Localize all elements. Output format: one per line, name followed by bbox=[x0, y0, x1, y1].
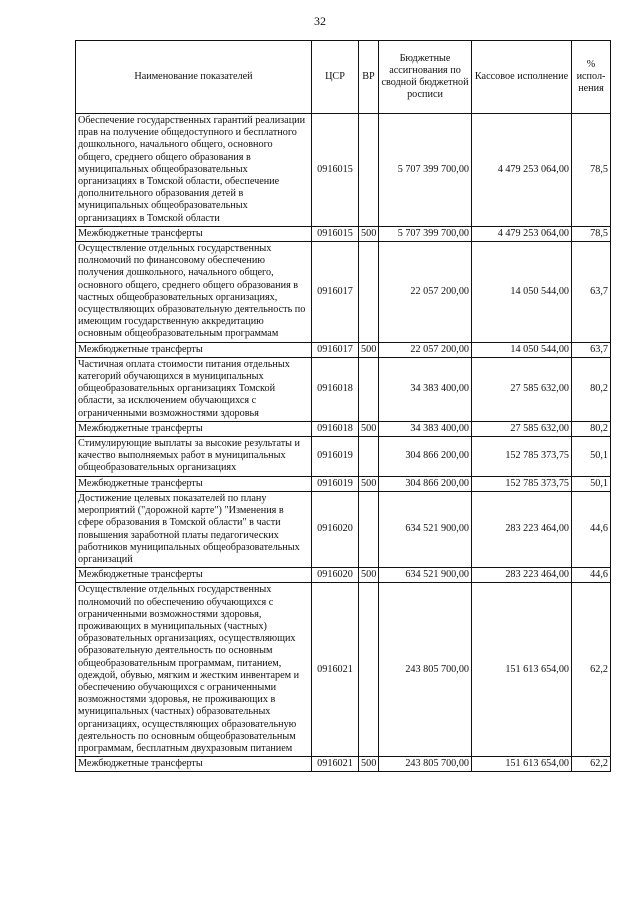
table-row bbox=[76, 226, 611, 241]
table-row bbox=[76, 437, 611, 477]
row-assignments: 22 057 200,00 bbox=[379, 242, 472, 343]
row-cash-execution: 152 785 373,75 bbox=[472, 476, 572, 491]
row-cash-execution: 283 223 464,00 bbox=[472, 491, 572, 567]
row-cash-execution: 27 585 632,00 bbox=[472, 357, 572, 421]
row-cash-execution: 151 613 654,00 bbox=[472, 757, 572, 772]
row-vr: 500 bbox=[359, 226, 379, 241]
row-cash-execution: 27 585 632,00 bbox=[472, 421, 572, 436]
row-vr: 500 bbox=[359, 757, 379, 772]
row-name: Межбюджетные трансферты bbox=[76, 226, 312, 241]
row-assignments: 22 057 200,00 bbox=[379, 342, 472, 357]
row-name: Осуществление отдельных государственных полномочий по финансовому обеспечению получения дошкольного, начального общего, основного общего, среднего общего образования в частных общеобразовательных организациях, осуществляющих образовательную деятельность по имеющим государственную аккредитацию основным общеобразовательным программам bbox=[76, 242, 312, 343]
row-name: Достижение целевых показателей по плану мероприятий ("дорожной карте") "Изменения в сфере образования в Томской области" в части повышения заработной платы педагогических работников муниципальных общеобразовательных организаций bbox=[76, 491, 312, 567]
row-vr bbox=[359, 437, 379, 477]
row-name: Межбюджетные трансферты bbox=[76, 342, 312, 357]
row-csr: 0916017 bbox=[312, 342, 359, 357]
row-csr: 0916021 bbox=[312, 757, 359, 772]
page-number: 32 bbox=[314, 14, 326, 28]
row-percent: 44,6 bbox=[572, 491, 611, 567]
table-row bbox=[76, 583, 611, 757]
row-name: Осуществление отдельных государственных полномочий по обеспечению обучающихся с ограниченными возможностями здоровья, проживающих в муниципальных (частных) образовательных организациях, осуществляющих образовательную деятельность по основным общеобразовательным программам, питанием, одеждой, обувью, мягким и жестким инвентарем и обеспечению обучающихся с ограниченными возможностями здоровья, не проживающих в муниципальных (частных) образовательных организациях, осуществляющих образовательную деятельность по основным общеобразовательным программам, бесплатным двухразовым питанием bbox=[76, 583, 312, 757]
row-percent: 78,5 bbox=[572, 114, 611, 227]
row-cash-execution: 4 479 253 064,00 bbox=[472, 114, 572, 227]
row-vr bbox=[359, 583, 379, 757]
row-vr: 500 bbox=[359, 421, 379, 436]
row-assignments: 5 707 399 700,00 bbox=[379, 114, 472, 227]
row-vr bbox=[359, 114, 379, 227]
row-vr bbox=[359, 491, 379, 567]
row-name: Обеспечение государственных гарантий реализации прав на получение общедоступного и бесплатного дошкольного, начального общего, основного общего, среднего общего образования в муниципальных общеобразовательных организациях в Томской области, обеспечение дополнительного образования детей в муниципальных общеобразовательных организациях в Томской области bbox=[76, 114, 312, 227]
row-percent: 63,7 bbox=[572, 242, 611, 343]
header-percent: % испол-нения bbox=[572, 41, 611, 114]
table-row bbox=[76, 421, 611, 436]
row-name: Межбюджетные трансферты bbox=[76, 421, 312, 436]
row-assignments: 243 805 700,00 bbox=[379, 757, 472, 772]
row-csr: 0916020 bbox=[312, 568, 359, 583]
row-name: Частичная оплата стоимости питания отдельных категорий обучающихся в муниципальных общеобразовательных организациях Томской области, за исключением обучающихся с ограниченными возможностями здоровья bbox=[76, 357, 312, 421]
row-cash-execution: 283 223 464,00 bbox=[472, 568, 572, 583]
row-name: Стимулирующие выплаты за высокие результаты и качество выполняемых работ в муниципальных общеобразовательных организациях bbox=[76, 437, 312, 477]
row-csr: 0916017 bbox=[312, 242, 359, 343]
row-assignments: 634 521 900,00 bbox=[379, 568, 472, 583]
row-vr bbox=[359, 357, 379, 421]
row-cash-execution: 4 479 253 064,00 bbox=[472, 226, 572, 241]
table-row bbox=[76, 476, 611, 491]
row-csr: 0916015 bbox=[312, 226, 359, 241]
header-csr: ЦСР bbox=[312, 41, 359, 114]
row-csr: 0916021 bbox=[312, 583, 359, 757]
row-cash-execution: 152 785 373,75 bbox=[472, 437, 572, 477]
row-percent: 78,5 bbox=[572, 226, 611, 241]
row-percent: 63,7 bbox=[572, 342, 611, 357]
row-assignments: 5 707 399 700,00 bbox=[379, 226, 472, 241]
row-csr: 0916015 bbox=[312, 114, 359, 227]
row-cash-execution: 14 050 544,00 bbox=[472, 242, 572, 343]
table-row bbox=[76, 114, 611, 227]
row-percent: 62,2 bbox=[572, 757, 611, 772]
row-percent: 50,1 bbox=[572, 437, 611, 477]
row-cash-execution: 14 050 544,00 bbox=[472, 342, 572, 357]
row-percent: 80,2 bbox=[572, 421, 611, 436]
row-csr: 0916019 bbox=[312, 437, 359, 477]
row-vr: 500 bbox=[359, 342, 379, 357]
table-row bbox=[76, 568, 611, 583]
row-name: Межбюджетные трансферты bbox=[76, 757, 312, 772]
row-csr: 0916019 bbox=[312, 476, 359, 491]
row-name: Межбюджетные трансферты bbox=[76, 476, 312, 491]
table-row bbox=[76, 357, 611, 421]
row-percent: 80,2 bbox=[572, 357, 611, 421]
table-row bbox=[76, 342, 611, 357]
row-csr: 0916018 bbox=[312, 421, 359, 436]
row-assignments: 34 383 400,00 bbox=[379, 357, 472, 421]
row-assignments: 34 383 400,00 bbox=[379, 421, 472, 436]
row-vr: 500 bbox=[359, 568, 379, 583]
row-csr: 0916018 bbox=[312, 357, 359, 421]
header-cash-execution: Кассовое исполнение bbox=[472, 41, 572, 114]
header-name: Наименование показателей bbox=[76, 41, 312, 114]
row-name: Межбюджетные трансферты bbox=[76, 568, 312, 583]
table-header-row bbox=[76, 41, 611, 114]
budget-table bbox=[75, 40, 611, 772]
row-assignments: 634 521 900,00 bbox=[379, 491, 472, 567]
row-percent: 62,2 bbox=[572, 583, 611, 757]
row-csr: 0916020 bbox=[312, 491, 359, 567]
row-cash-execution: 151 613 654,00 bbox=[472, 583, 572, 757]
table-row bbox=[76, 491, 611, 567]
header-vr: ВР bbox=[359, 41, 379, 114]
row-percent: 44,6 bbox=[572, 568, 611, 583]
row-assignments: 304 866 200,00 bbox=[379, 476, 472, 491]
header-assignments: Бюджетные ассигнования по сводной бюджетной росписи bbox=[379, 41, 472, 114]
row-assignments: 243 805 700,00 bbox=[379, 583, 472, 757]
table-row bbox=[76, 242, 611, 343]
row-vr: 500 bbox=[359, 476, 379, 491]
row-percent: 50,1 bbox=[572, 476, 611, 491]
table-row bbox=[76, 757, 611, 772]
row-assignments: 304 866 200,00 bbox=[379, 437, 472, 477]
row-vr bbox=[359, 242, 379, 343]
